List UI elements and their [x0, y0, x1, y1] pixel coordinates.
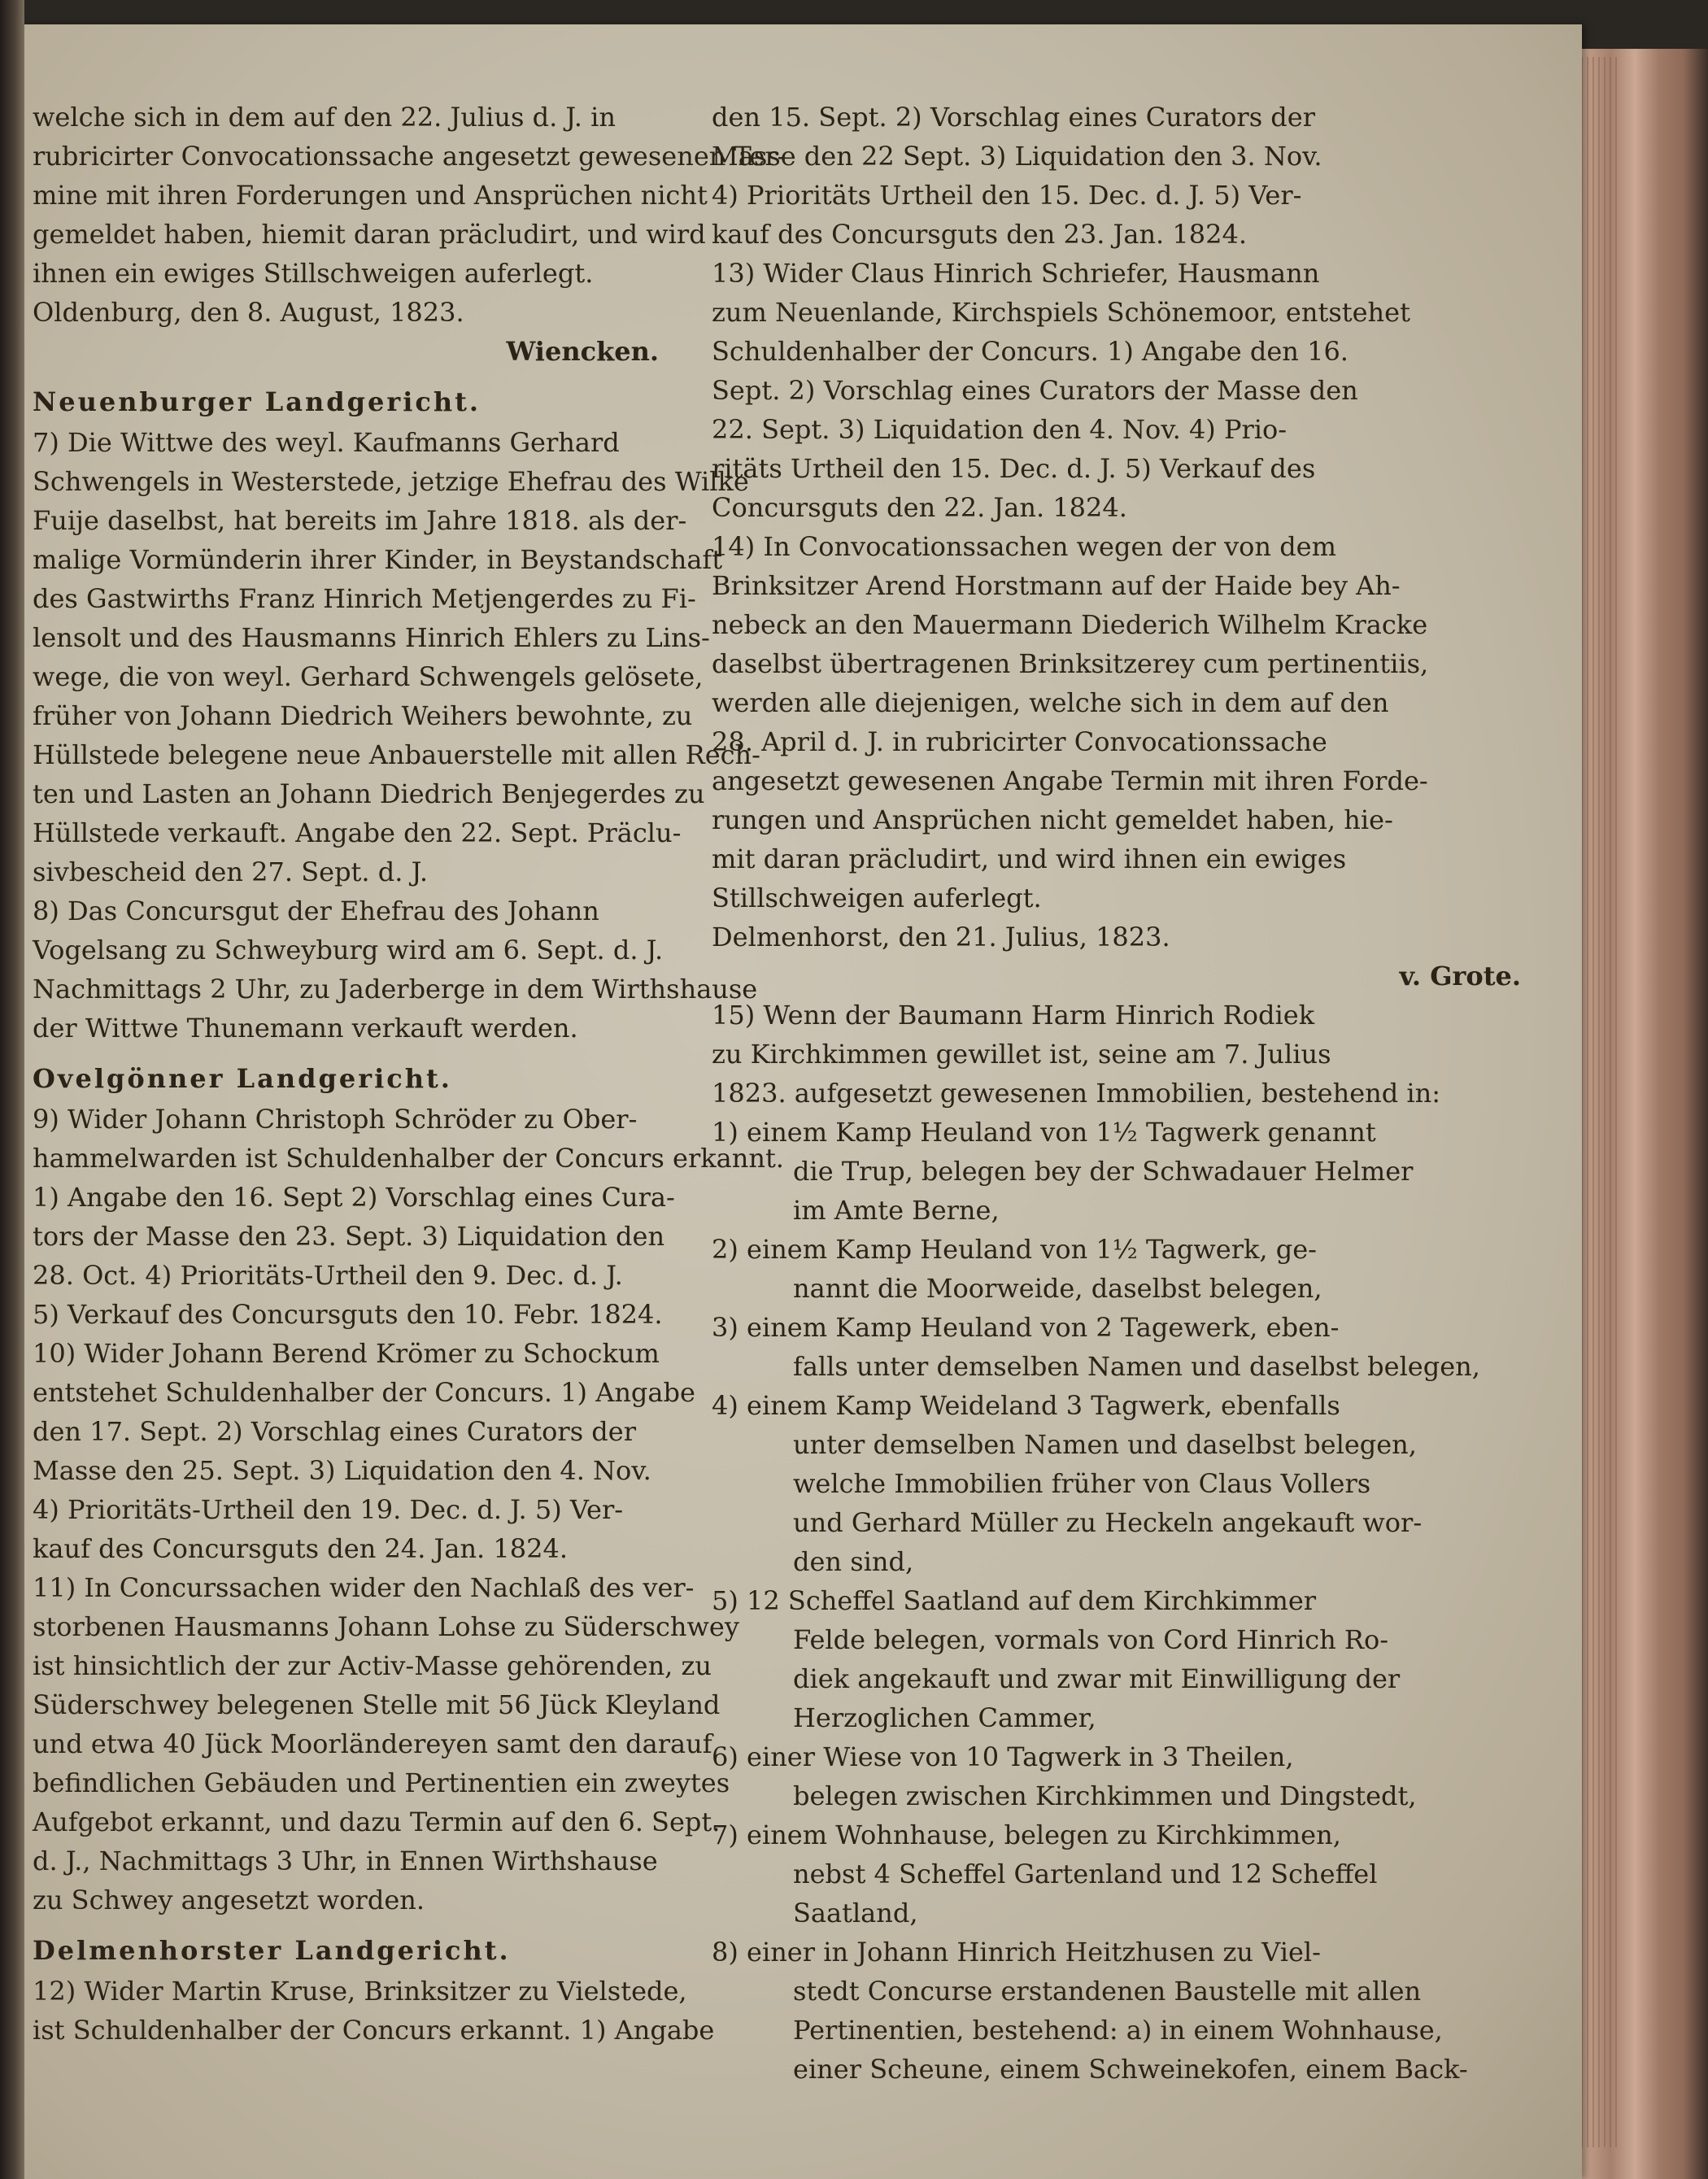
entry-14: [712, 527, 1545, 917]
text-line: Fuije daselbst, hat bereits im Jahre 1818. als der-: [33, 505, 687, 536]
text-line: kauf des Concursguts den 24. Jan. 1824.: [33, 1533, 568, 1564]
text-line: nannt die Moorweide, daselbst belegen,: [793, 1273, 1322, 1304]
text-line: 12) Wider Martin Kruse, Brinksitzer zu Vielstede,: [33, 1976, 687, 2007]
text-line: Masse den 25. Sept. 3) Liquidation den 4. Nov.: [33, 1455, 651, 1486]
text-line: Brinksitzer Arend Horstmann auf der Haide bey Ah-: [712, 570, 1401, 601]
text-line: ihnen ein ewiges Stillschweigen auferlegt.: [33, 258, 594, 289]
text-line: 5) 12 Scheffel Saatland auf dem Kirchkimmer: [712, 1585, 1317, 1616]
list-item: [712, 1933, 1545, 2089]
text-line: 22. Sept. 3) Liquidation den 4. Nov. 4) Prio-: [712, 414, 1288, 445]
text-line: malige Vormünderin ihrer Kinder, in Beystandschaft: [33, 544, 723, 575]
entry-9: [33, 1100, 784, 1334]
text-line: die Trup, belegen bey der Schwadauer Helmer: [793, 1156, 1414, 1187]
list-item: [712, 1386, 1545, 1581]
text-line: 8) Das Concursgut der Ehefrau des Johann: [33, 896, 599, 926]
entry-8: [33, 891, 758, 1048]
text-line: 4) einem Kamp Weideland 3 Tagwerk, ebenfalls: [712, 1390, 1340, 1421]
text-line: der Wittwe Thunemann verkauft werden.: [33, 1013, 578, 1044]
text-line: welche sich in dem auf den 22. Julius d. J. in: [33, 102, 616, 133]
text-line: werden alle diejenigen, welche sich in dem auf den: [712, 687, 1389, 718]
text-line: Masse den 22 Sept. 3) Liquidation den 3. Nov.: [712, 141, 1322, 172]
text-line: sivbescheid den 27. Sept. d. J.: [33, 856, 429, 887]
section-heading-neuenburg: Neuenburger Landgericht.: [33, 386, 481, 417]
text-line: 7) Die Wittwe des weyl. Kaufmanns Gerhard: [33, 427, 620, 458]
text-line: 1823. aufgesetzt gewesenen Immobilien, bestehend in:: [712, 1078, 1441, 1109]
text-line: zu Schwey angesetzt worden.: [33, 1885, 425, 1915]
section-heading-ovelgoenne: Ovelgönner Landgericht.: [33, 1063, 452, 1094]
list-item: [712, 1815, 1545, 1933]
text-line: 1) einem Kamp Heuland von 1½ Tagwerk genannt: [712, 1117, 1376, 1148]
list-item: [712, 1737, 1545, 1815]
text-line: den sind,: [793, 1546, 914, 1577]
text-line: des Gastwirths Franz Hinrich Metjengerdes zu Fi-: [33, 583, 696, 614]
text-line: einer Scheune, einem Schweinekofen, einem Back-: [793, 2054, 1468, 2085]
text-line: Felde belegen, vormals von Cord Hinrich Ro-: [793, 1624, 1389, 1655]
text-line: 8) einer in Johann Hinrich Heitzhusen zu Viel-: [712, 1937, 1321, 1968]
text-line: 4) Prioritäts Urtheil den 15. Dec. d. J. 5) Ver-: [712, 180, 1302, 211]
intro-paragraph: [33, 98, 786, 293]
text-line: 28. April d. J. in rubricirter Convocationssache: [712, 726, 1327, 757]
place-date: Oldenburg, den 8. August, 1823.: [33, 297, 464, 328]
place-date: Delmenhorst, den 21. Julius, 1823.: [712, 922, 1170, 952]
text-line: hammelwarden ist Schuldenhalber der Concurs erkannt.: [33, 1143, 784, 1174]
text-line: befindlichen Gebäuden und Pertinentien ein zweytes: [33, 1767, 730, 1798]
text-line: angesetzt gewesenen Angabe Termin mit ihren Forde-: [712, 765, 1428, 796]
text-line: 15) Wenn der Baumann Harm Hinrich Rodiek: [712, 1000, 1315, 1031]
text-line: zum Neuenlande, Kirchspiels Schönemoor, entstehet: [712, 297, 1410, 328]
text-line: nebeck an den Mauermann Diederich Wilhelm Kracke: [712, 609, 1428, 640]
entry-12: [33, 1972, 715, 2050]
text-line: mit daran präcludirt, und wird ihnen ein ewiges: [712, 843, 1347, 874]
list-item: [712, 1581, 1545, 1737]
text-line: nebst 4 Scheffel Gartenland und 12 Scheffel: [793, 1859, 1378, 1889]
text-line: unter demselben Namen und daselbst belegen,: [793, 1429, 1417, 1460]
text-line: ist hinsichtlich der zur Activ-Masse gehörenden, zu: [33, 1650, 712, 1681]
text-line: 3) einem Kamp Heuland von 2 Tagewerk, eben-: [712, 1312, 1340, 1343]
text-line: 10) Wider Johann Berend Krömer zu Schockum: [33, 1338, 660, 1369]
entry-15-intro: [712, 996, 1545, 1113]
text-line: und etwa 40 Jück Moorländereyen samt den darauf: [33, 1728, 712, 1759]
text-line: ist Schuldenhalber der Concurs erkannt. 1) Angabe: [33, 2015, 715, 2046]
text-line: Nachmittags 2 Uhr, zu Jaderberge in dem Wirthshause: [33, 974, 758, 1005]
text-line: tors der Masse den 23. Sept. 3) Liquidation den: [33, 1221, 665, 1252]
text-line: storbenen Hausmanns Johann Lohse zu Süderschwey: [33, 1611, 739, 1642]
text-line: Vogelsang zu Schweyburg wird am 6. Sept. d. J.: [33, 935, 664, 965]
text-line: lensolt und des Hausmanns Hinrich Ehlers zu Lins-: [33, 622, 710, 653]
text-line: kauf des Concursguts den 23. Jan. 1824.: [712, 219, 1247, 250]
text-line: zu Kirchkimmen gewillet ist, seine am 7. Julius: [712, 1039, 1331, 1070]
text-line: Süderschwey belegenen Stelle mit 56 Jück Kleyland: [33, 1689, 721, 1720]
left-column: [33, 98, 786, 2050]
text-line: Schuldenhalber der Concurs. 1) Angabe den 16.: [712, 336, 1349, 367]
text-line: falls unter demselben Namen und daselbst belegen,: [793, 1351, 1480, 1382]
signature: v. Grote.: [1399, 961, 1521, 991]
text-line: welche Immobilien früher von Claus Vollers: [793, 1468, 1371, 1499]
text-line: den 15. Sept. 2) Vorschlag eines Curators der: [712, 102, 1315, 133]
text-line: 7) einem Wohnhause, belegen zu Kirchkimmen,: [712, 1819, 1341, 1850]
text-line: 1) Angabe den 16. Sept 2) Vorschlag eines Cura-: [33, 1182, 675, 1213]
text-line: Hüllstede belegene neue Anbauerstelle mit allen Rech-: [33, 739, 760, 770]
text-line: d. J., Nachmittags 3 Uhr, in Ennen Wirthshause: [33, 1846, 658, 1876]
section-heading-delmenhorst: Delmenhorster Landgericht.: [33, 1935, 511, 1966]
text-line: Schwengels in Westerstede, jetzige Ehefrau des Wilke: [33, 466, 749, 497]
text-line: 6) einer Wiese von 10 Tagwerk in 3 Theilen,: [712, 1741, 1294, 1772]
text-line: gemeldet haben, hiemit daran präcludirt, und wird: [33, 219, 706, 250]
text-line: stedt Concurse erstandenen Baustelle mit allen: [793, 1976, 1422, 2007]
text-line: 5) Verkauf des Concursguts den 10. Febr. 1824.: [33, 1299, 663, 1330]
text-line: 4) Prioritäts-Urtheil den 19. Dec. d. J. 5) Ver-: [33, 1494, 624, 1525]
text-line: früher von Johann Diedrich Weihers bewohnte, zu: [33, 700, 693, 731]
text-line: 9) Wider Johann Christoph Schröder zu Ober-: [33, 1104, 638, 1135]
text-line: mine mit ihren Forderungen und Ansprüchen nicht: [33, 180, 708, 211]
text-line: diek angekauft und zwar mit Einwilligung der: [793, 1663, 1401, 1694]
text-line: belegen zwischen Kirchkimmen und Dingstedt,: [793, 1780, 1417, 1811]
list-item: [712, 1230, 1545, 1308]
text-line: Aufgebot erkannt, und dazu Termin auf den 6. Sept.: [33, 1806, 721, 1837]
text-line: 13) Wider Claus Hinrich Schriefer, Hausmann: [712, 258, 1320, 289]
entry-13: [712, 254, 1545, 527]
entry-11: [33, 1568, 739, 1920]
entry-12-continued: [712, 98, 1545, 254]
text-line: 11) In Concurssachen wider den Nachlaß des ver-: [33, 1572, 695, 1603]
text-line: Pertinentien, bestehend: a) in einem Wohnhause,: [793, 2015, 1443, 2046]
text-line: ritäts Urtheil den 15. Dec. d. J. 5) Verkauf des: [712, 453, 1316, 484]
text-line: Hüllstede verkauft. Angabe den 22. Sept. Präclu-: [33, 817, 682, 848]
text-line: im Amte Berne,: [793, 1195, 1000, 1226]
signature: Wiencken.: [506, 336, 659, 367]
entry-7: [33, 423, 760, 891]
text-line: Sept. 2) Vorschlag eines Curators der Masse den: [712, 375, 1358, 406]
text-line: wege, die von weyl. Gerhard Schwengels gelösete,: [33, 661, 704, 692]
text-line: den 17. Sept. 2) Vorschlag eines Curators der: [33, 1416, 636, 1447]
binding-gutter: [0, 0, 24, 2179]
text-line: rungen und Ansprüchen nicht gemeldet haben, hie-: [712, 804, 1393, 835]
list-item: [712, 1308, 1545, 1386]
entry-10: [33, 1334, 695, 1568]
text-line: und Gerhard Müller zu Heckeln angekauft wor-: [793, 1507, 1423, 1538]
text-line: entstehet Schuldenhalber der Concurs. 1) Angabe: [33, 1377, 695, 1408]
list-item: [712, 1113, 1545, 1230]
text-line: daselbst übertragenen Brinksitzerey cum pertinentiis,: [712, 648, 1429, 679]
text-line: Concursguts den 22. Jan. 1824.: [712, 492, 1127, 523]
text-line: Herzoglichen Cammer,: [793, 1702, 1096, 1733]
text-line: ten und Lasten an Johann Diedrich Benjegerdes zu: [33, 778, 705, 809]
text-line: Stillschweigen auferlegt.: [712, 882, 1042, 913]
text-line: 28. Oct. 4) Prioritäts-Urtheil den 9. Dec. d. J.: [33, 1260, 623, 1291]
right-column: [712, 98, 1545, 2089]
text-line: 14) In Convocationssachen wegen der von dem: [712, 531, 1336, 562]
text-line: rubricirter Convocationssache angesetzt gewesenen Ter-: [33, 141, 786, 172]
text-line: 2) einem Kamp Heuland von 1½ Tagwerk, ge-: [712, 1234, 1317, 1265]
text-line: Saatland,: [793, 1898, 918, 1928]
